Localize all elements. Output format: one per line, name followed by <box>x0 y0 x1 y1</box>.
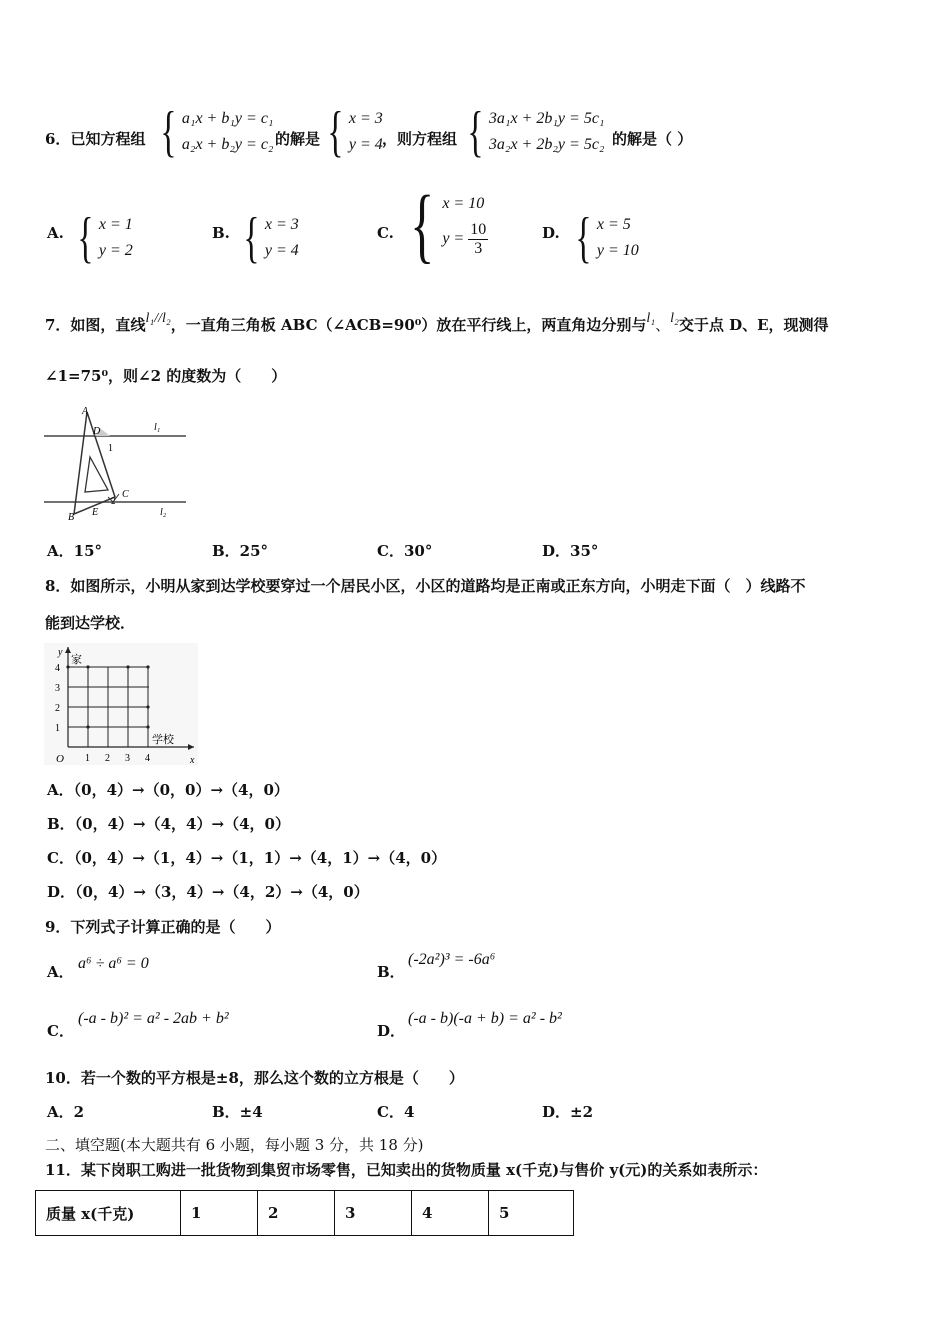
q7-line2: ∠1=75⁰，则∠2 的度数为（ ） <box>45 367 287 385</box>
label-angle-1: 1 <box>108 443 113 454</box>
q9-option-c-letter: C． <box>47 1022 74 1040</box>
q10-stem: 10．若一个数的平方根是±8，那么这个数的立方根是（ ） <box>45 1069 464 1087</box>
svg-text:2: 2 <box>105 753 110 764</box>
q6-sys2-row1: 3a₁x + 2b₁y = 5c₁ <box>488 110 605 127</box>
q9-option-a-expr: a⁶ ÷ a⁶ = 0 <box>78 955 149 972</box>
label-c: C <box>122 489 129 500</box>
q9-option-a-letter: A． <box>47 963 74 981</box>
table-cell: 2 <box>258 1191 335 1236</box>
svg-text:1: 1 <box>85 753 90 764</box>
q6-option-a-letter: A. <box>47 224 64 242</box>
label-a: A <box>82 406 89 417</box>
q8-grid-figure <box>44 643 198 765</box>
q10-option-b: B．±4 <box>212 1103 263 1121</box>
q6-text1: 已知方程组 <box>70 130 146 148</box>
table-row <box>36 1191 574 1236</box>
q6-text4: 的解是（ ） <box>612 130 693 148</box>
q6-system2: { 3a₁x + 2b₁y = 5c₁ 3a₂x + 2b₂y = 5c₂ <box>467 101 605 163</box>
q9-option-c-expr: (-a - b)² = a² - 2ab + b² <box>78 1010 229 1027</box>
q6-text2: 的解是 <box>275 130 321 148</box>
svg-text:2: 2 <box>55 703 60 714</box>
q8-line1: 8．如图所示，小明从家到达学校要穿过一个居民小区，小区的道路均是正南或正东方向，小明走下面（ ）线路不 <box>45 577 806 595</box>
q6-sol1-row2: y = 4 <box>348 136 383 153</box>
q9-stem: 9．下列式子计算正确的是（ ） <box>45 918 281 936</box>
svg-text:3: 3 <box>125 753 130 764</box>
q6-option-d-letter: D. <box>542 224 560 242</box>
label-l2: l₂ <box>160 507 167 518</box>
q6-option-c-fraction: $\frac{10}{3}$ <box>470 220 487 257</box>
q10-option-a: A．2 <box>47 1103 85 1121</box>
q6-number: 6． <box>45 130 71 148</box>
q8-line2: 能到达学校． <box>45 614 136 632</box>
q6-option-b-letter: B. <box>212 224 230 242</box>
home-label: 家 <box>71 653 82 666</box>
q7-option-d: D．35° <box>542 542 599 560</box>
q7-triangle-figure <box>40 402 195 524</box>
q6-option-b: { x = 3 y = 4 <box>243 207 299 269</box>
label-angle-2: 2 <box>111 496 116 506</box>
q7-line1: 7．如图，直线l₁//l₂，一直角三角板 ABC（∠ACB=90⁰）放在平行线上，两直角边分别与l₁、l₂交于点 D、E，现测得 <box>45 311 829 334</box>
q11-stem: 11．某下岗职工购进一批货物到集贸市场零售，已知卖出的货物质量 x(千克)与售价 y(元)的关系如表所示： <box>45 1161 768 1179</box>
triangle-inner <box>85 457 108 492</box>
q7-option-c: C．30° <box>377 542 433 560</box>
q6-text3: ，则方程组 <box>382 130 458 148</box>
table-header-mass: 质量 x(千克) <box>36 1191 181 1236</box>
q6-option-c: { x = 10 y = $\frac{10}{3}$ <box>410 179 487 272</box>
school-label: 学校 <box>152 733 174 746</box>
q6-sys1-row2: a₂x + b₂y = c₂ <box>181 136 274 153</box>
section-2-heading: 二、填空题(本大题共有 6 小题，每小题 3 分，共 18 分) <box>45 1136 424 1154</box>
q9-option-d-expr: (-a - b)(-a + b) = a² - b² <box>408 1010 562 1027</box>
svg-text:1: 1 <box>55 723 60 734</box>
q11-table <box>35 1190 574 1236</box>
q9-option-d-letter: D． <box>377 1022 406 1040</box>
svg-text:4: 4 <box>55 663 60 674</box>
q6-option-a: { x = 1 y = 2 <box>77 207 133 269</box>
q6-system1: { a₁x + b₁y = c₁ a₂x + b₂y = c₂ <box>160 101 274 163</box>
table-cell: 3 <box>335 1191 412 1236</box>
q6-sys1-row1: a₁x + b₁y = c₁ <box>181 110 274 127</box>
svg-text:4: 4 <box>145 753 150 764</box>
q8-option-d: D．（0，4）→（3，4）→（4，2）→（4，0） <box>47 883 369 901</box>
q6-option-d: { x = 5 y = 10 <box>575 207 639 269</box>
q6-sys2-row2: 3a₂x + 2b₂y = 5c₂ <box>488 136 605 153</box>
table-cell: 5 <box>489 1191 574 1236</box>
q8-option-b: B．（0，4）→（4，4）→（4，0） <box>47 815 290 833</box>
q9-option-b-letter: B． <box>377 963 405 981</box>
x-axis-label: x <box>190 755 195 765</box>
q7-parallel-notation: l₁//l₂ <box>145 311 171 326</box>
label-d: D <box>93 426 101 437</box>
q6-solution1: { x = 3 y = 4 <box>327 101 383 163</box>
origin-label: O <box>56 753 64 765</box>
q10-option-d: D．±2 <box>542 1103 594 1121</box>
q8-option-c: C．（0，4）→（1，4）→（1，1）→（4，1）→（4，0） <box>47 849 447 867</box>
svg-text:3: 3 <box>55 683 60 694</box>
label-b: B <box>68 512 75 523</box>
q7-option-a: A．15° <box>47 542 103 560</box>
q6-sol1-row1: x = 3 <box>348 110 383 127</box>
q10-option-c: C．4 <box>377 1103 415 1121</box>
q9-option-b-expr: (-2a²)³ = -6a⁶ <box>408 951 496 968</box>
y-axis-label: y <box>58 647 63 658</box>
q6-stem-prefix <box>45 128 145 149</box>
q8-option-a: A．（0，4）→（0，0）→（4，0） <box>47 781 289 799</box>
label-e: E <box>92 507 99 518</box>
table-cell: 4 <box>412 1191 489 1236</box>
q6-option-c-letter: C. <box>377 224 394 242</box>
label-l1: l₁ <box>154 422 161 433</box>
table-cell: 1 <box>181 1191 258 1236</box>
q7-option-b: B．25° <box>212 542 269 560</box>
